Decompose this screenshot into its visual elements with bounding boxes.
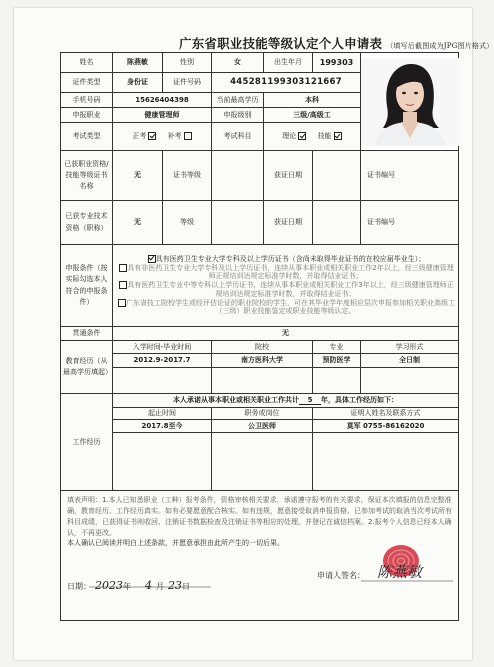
- work-header-period: 起止时间: [113, 408, 212, 420]
- name-label: 姓名: [61, 53, 113, 73]
- declaration-text: 填表声明：1.本人已知悉职业（工种）报考条件，资格审核相关要求，承诺遵守报考的有关要求，保证本次填报的信息完整准确，教育经历、工作经历真实。如有必要愿意配合核实。如有违规，愿意接受取消申报资格、已参加考试的取消当次考试所有科目成绩，已获得证书则收回、注销证书数据检查及注销证书等相应的处理，并登记在诚信档案。2.报考个人信息已经本人确认，不再更改。: [67, 496, 452, 537]
- date-day: 23: [168, 579, 182, 593]
- condition-4[interactable]: [115, 299, 456, 317]
- work-row-empty-1: [113, 433, 212, 491]
- condition-2-text: 具有非医药卫生专业大学专科及以上学历证书，连续从事本职业或相关职业工作2年以上，经三级健康管理师正规培训达规定标准学时数，并取得结业证书；: [127, 263, 454, 281]
- work-years-pre: 本人承诺从事本职业或相关职业工作共计: [173, 395, 299, 404]
- exam-type-label: 考试类型: [61, 123, 113, 151]
- phone-value: 15626404398: [113, 93, 212, 108]
- gender-value: 女: [212, 53, 264, 73]
- conditions-options: [113, 245, 459, 327]
- form-title: [179, 34, 494, 52]
- signature-handwriting: 陈燕敏: [377, 563, 423, 582]
- education-row: [61, 354, 459, 368]
- applicant-photo: [361, 58, 458, 146]
- work-header-position: 职务或岗位: [212, 408, 313, 420]
- condition-3-checkbox[interactable]: [119, 281, 127, 289]
- occupation-label: 申报职业: [61, 108, 113, 123]
- edu-row-empty-4: [361, 368, 459, 394]
- phone-label: 手机号码: [61, 93, 113, 108]
- signature-row: [67, 549, 452, 593]
- declaration-block: [61, 491, 459, 621]
- subject-skill-checkbox[interactable]: [334, 132, 342, 140]
- condition-4-text: 广东省技工院校学生或经评估论证的职业院校的学生，可在其毕业学年度相应层次申报参加相关职业高级工（三级）职业技能鉴定或职业技能等级认定。: [126, 298, 455, 316]
- level-value: 三级/高级工: [264, 108, 361, 123]
- edu-value: 本科: [264, 93, 361, 108]
- tech-date-label: 获证日期: [264, 201, 313, 245]
- work-row-reference: 莫军 0755-86162020: [313, 420, 459, 433]
- subject-theory-label: 理论: [282, 132, 297, 141]
- condition-2-checkbox[interactable]: [119, 264, 127, 272]
- edu-row-empty-1: [113, 368, 212, 394]
- date-day-suffix: 日: [182, 582, 190, 592]
- work-row-period: 2017.8至今: [113, 420, 212, 433]
- exam-type-options: [113, 123, 212, 151]
- edu-header-form: 学习形式: [361, 341, 459, 354]
- edu-row-empty-3: [313, 368, 361, 394]
- tech-title-label: 已获专业技术资格（职称）: [61, 201, 113, 245]
- edu-row-period: 2012.9-2017.7: [113, 354, 212, 368]
- tech-cert-no-label: 证书编号: [361, 201, 459, 245]
- conditions-label: 申报条件（按实际勾选本人符合的申报条件）: [61, 245, 113, 327]
- edu-header-period: 入学时间-毕业时间: [113, 341, 212, 354]
- work-years-value: 5: [299, 396, 321, 406]
- work-row: [61, 420, 459, 433]
- exam-subject-label: 考试科目: [212, 123, 264, 151]
- cert-no-label: 证件号码: [163, 73, 212, 93]
- condition-4-checkbox[interactable]: [118, 299, 126, 307]
- condition-1-text: 具有医药卫生专业大学专科及以上学历证书（含尚未取得毕业证书的在校应届毕业生）；: [155, 254, 426, 263]
- exam-subject-options: [264, 123, 361, 151]
- tech-level-value: [212, 201, 264, 245]
- skill-cert-value: 无: [113, 151, 163, 201]
- name-value: 陈燕敏: [113, 53, 163, 73]
- skill-cert-no-label: 证书编号: [361, 151, 459, 201]
- exam-type-retake-label: 补考: [167, 132, 182, 141]
- work-row-position: 公卫医师: [212, 420, 313, 433]
- gender-label: 性别: [163, 53, 212, 73]
- birth-label: 出生年月: [264, 53, 313, 73]
- skill-date-value: [313, 151, 361, 201]
- edu-row-major: 预防医学: [313, 354, 361, 368]
- skill-level-value: [212, 151, 264, 201]
- subject-theory-checkbox[interactable]: [298, 132, 306, 140]
- work-header-reference: 证明人姓名及联系方式: [313, 408, 459, 420]
- level-label: 申报级别: [212, 108, 264, 123]
- edu-header-major: 专业: [313, 341, 361, 354]
- cert-type-value: 身份证: [113, 73, 163, 93]
- edu-row-school: 南方医科大学: [212, 354, 313, 368]
- edu-row-empty-2: [212, 368, 313, 394]
- connection-value: 无: [113, 327, 459, 341]
- skill-date-label: 获证日期: [264, 151, 313, 201]
- date-year: 2023: [95, 579, 123, 593]
- occupation-value: 健康管理师: [113, 108, 212, 123]
- skill-cert-label: 已获职业资格/技能等级证书名称: [61, 151, 113, 201]
- date-month: 4: [145, 579, 152, 593]
- condition-1-checkbox[interactable]: [148, 255, 156, 263]
- application-form-table: [60, 52, 459, 621]
- date-month-suffix: 月: [156, 582, 164, 592]
- condition-1[interactable]: [115, 255, 456, 264]
- portrait-image: [361, 58, 459, 146]
- work-label: 工作经历: [61, 394, 113, 491]
- condition-2[interactable]: [115, 264, 456, 282]
- cert-no-value: 445281199303121667: [212, 73, 361, 93]
- form-title-note: （填写后截图成为JPG图片格式）: [386, 42, 494, 50]
- connection-label: 贯通条件: [61, 327, 113, 341]
- condition-3[interactable]: [115, 281, 456, 299]
- tech-title-value: 无: [113, 201, 163, 245]
- edu-header-school: 院校: [212, 341, 313, 354]
- work-row-empty-3: [313, 433, 459, 491]
- signature-label: 申请人签名：: [317, 571, 365, 581]
- skill-level-label: 证书等级: [163, 151, 212, 201]
- condition-3-text: 具有医药卫生专业中等专科以上学历证书，连续从事本职业或相关职业工作3年以上，经三级健康管理师正规培训达规定标准学时数，并取得结业证书；: [127, 281, 454, 298]
- work-years-post: 年，具体工作经历如下：: [321, 395, 398, 404]
- subject-skill-label: 技能: [317, 132, 332, 141]
- work-years-statement: [113, 394, 459, 408]
- edu-row-form: 全日制: [361, 354, 459, 368]
- birth-value: 199303: [313, 53, 361, 73]
- exam-type-retake-checkbox[interactable]: [184, 132, 192, 140]
- date-year-suffix: 年: [123, 582, 131, 592]
- exam-type-normal-checkbox[interactable]: [148, 132, 156, 140]
- tech-level-label: 等级: [163, 201, 212, 245]
- form-title-text: 广东省职业技能等级认定个人申请表: [179, 36, 383, 51]
- education-label: 教育经历（从最高学历填起）: [61, 341, 113, 394]
- photo-cell: [361, 53, 459, 151]
- date-label: 日期：: [67, 582, 91, 592]
- work-row-empty-2: [212, 433, 313, 491]
- exam-type-normal-label: 正考: [132, 132, 147, 141]
- date-line: [67, 579, 190, 593]
- tech-date-value: [313, 201, 361, 245]
- declaration-confirm-text: 本人确认已阅读并明白上述条款，并愿意承担由此所产生的一切后果。: [67, 539, 284, 548]
- cert-type-label: 证件类型: [61, 73, 113, 93]
- edu-label: 当前最高学历: [212, 93, 264, 108]
